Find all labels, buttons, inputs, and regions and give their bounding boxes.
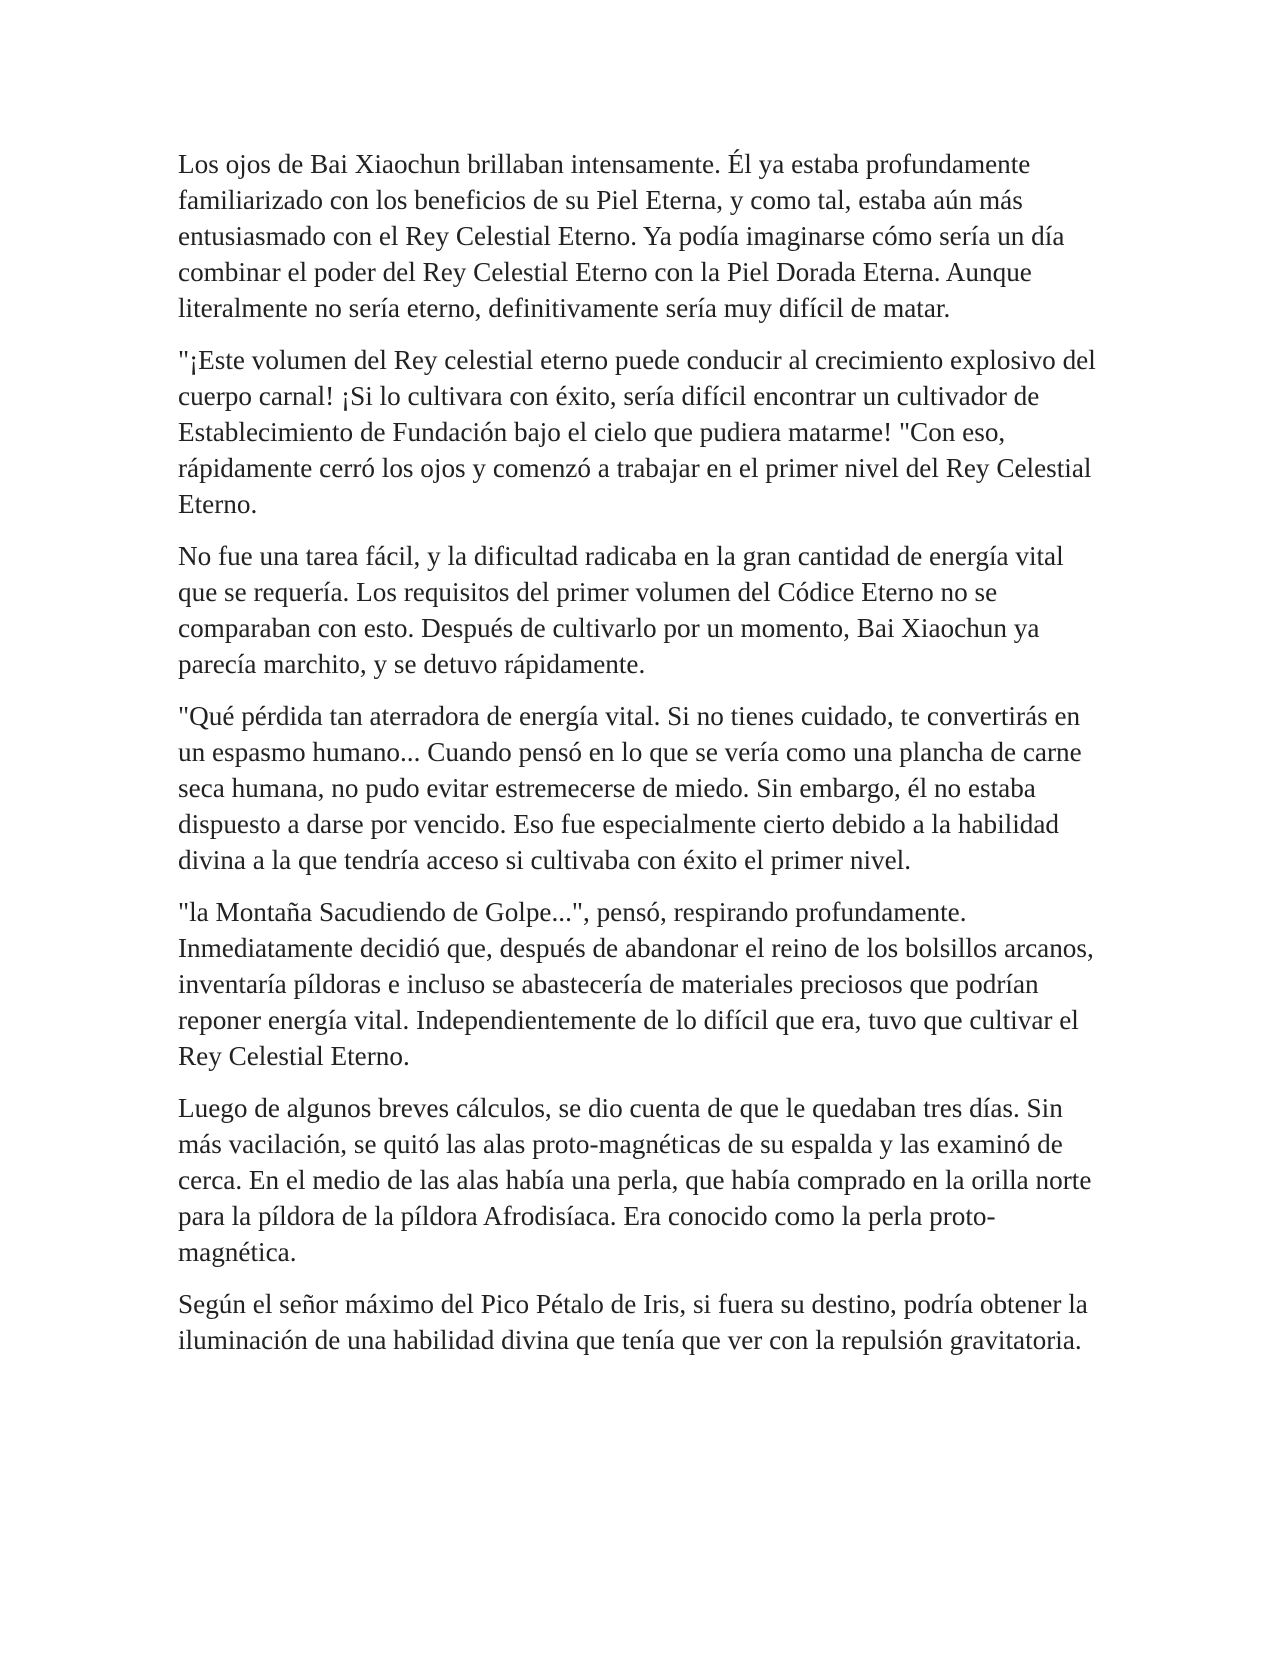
paragraph: "¡Este volumen del Rey celestial eterno puede conducir al crecimiento explosivo del cuerpo carnal! ¡Si lo cultivara con éxito, sería difícil encontrar un cultivador de Establecimiento de Fundación bajo el cielo que pudiera matarme! "Con eso, rápidamente cerró los ojos y comenzó a trabajar en el primer nivel del Rey Celestial Eterno. bbox=[178, 345, 1096, 519]
paragraph: Según el señor máximo del Pico Pétalo de Iris, si fuera su destino, podría obtener la iluminación de una habilidad divina que tenía que ver con la repulsión gravitatoria. bbox=[178, 1289, 1088, 1355]
paragraph: Luego de algunos breves cálculos, se dio cuenta de que le quedaban tres días. Sin más vacilación, se quitó las alas proto-magnéticas de su espalda y las examinó de cerca. En el medio de las alas había una perla, que había comprado en la orilla norte para la píldora de la píldora Afrodisíaca. Era conocido como la perla proto-magnética. bbox=[178, 1093, 1092, 1267]
document-page bbox=[178, 146, 1108, 1374]
paragraph: Los ojos de Bai Xiaochun brillaban intensamente. Él ya estaba profundamente familiarizado con los beneficios de su Piel Eterna, y como tal, estaba aún más entusiasmado con el Rey Celestial Eterno. Ya podía imaginarse cómo sería un día combinar el poder del Rey Celestial Eterno con la Piel Dorada Eterna. Aunque literalmente no sería eterno, definitivamente sería muy difícil de matar. bbox=[178, 149, 1065, 323]
paragraph: "Qué pérdida tan aterradora de energía vital. Si no tienes cuidado, te convertirás en un espasmo humano... Cuando pensó en lo que se vería como una plancha de carne seca humana, no pudo evitar estremecerse de miedo. Sin embargo, él no estaba dispuesto a darse por vencido. Eso fue especialmente cierto debido a la habilidad divina a la que tendría acceso si cultivaba con éxito el primer nivel. bbox=[178, 701, 1082, 875]
paragraph: "la Montaña Sacudiendo de Golpe...", pensó, respirando profundamente. Inmediatamente decidió que, después de abandonar el reino de los bolsillos arcanos, inventaría píldoras e incluso se abastecería de materiales preciosos que podrían reponer energía vital. Independientemente de lo difícil que era, tuvo que cultivar el Rey Celestial Eterno. bbox=[178, 897, 1094, 1071]
paragraph: No fue una tarea fácil, y la dificultad radicaba en la gran cantidad de energía vital que se requería. Los requisitos del primer volumen del Códice Eterno no se comparaban con esto. Después de cultivarlo por un momento, Bai Xiaochun ya parecía marchito, y se detuvo rápidamente. bbox=[178, 541, 1064, 679]
